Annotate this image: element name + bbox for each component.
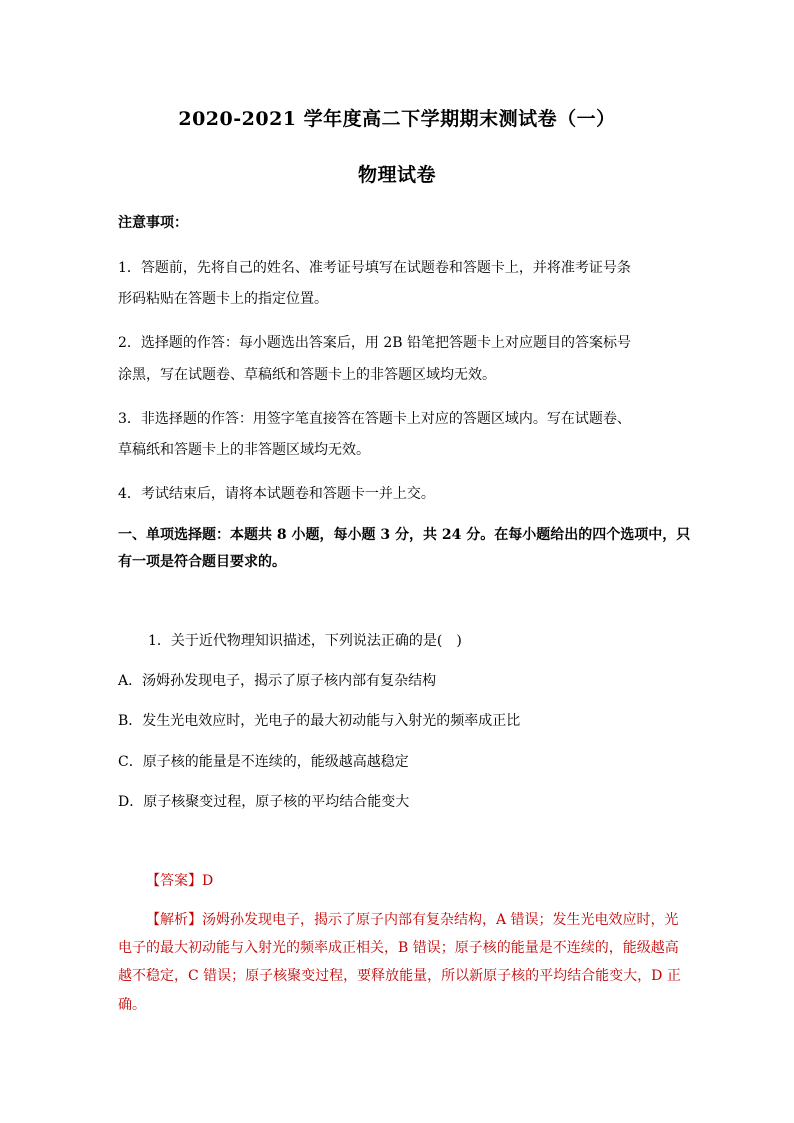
section-heading-line-2: 有一项是符合题目要求的。 xyxy=(118,554,286,570)
section-heading-line-1: 一、单项选择题：本题共 8 小题，每小题 3 分，共 24 分。在每小题给出的四个选项中，只 xyxy=(118,527,691,543)
analysis-line-1: 【解析】汤姆孙发现电子，揭示了原子内部有复杂结构，A 错误；发生光电效应时，光 xyxy=(146,912,679,928)
exam-subtitle: 物理试卷 xyxy=(357,164,436,186)
analysis-line-3: 越不稳定，C 错误；原子核聚变过程，要释放能量，所以新原子核的平均结合能变大，D 正 xyxy=(118,968,681,984)
option-a: A．汤姆孙发现电子，揭示了原子核内部有复杂结构 xyxy=(118,673,437,689)
notice-item-3-line-2: 草稿纸和答题卡上的非答题区域均无效。 xyxy=(118,442,370,458)
notice-item-3-line-1: 3．非选择题的作答：用签字笔直接答在答题卡上对应的答题区域内。写在试题卷、 xyxy=(118,411,631,427)
analysis-line-4: 确。 xyxy=(118,997,146,1013)
notice-item-2-line-2: 涂黑，写在试题卷、草稿纸和答题卡上的非答题区域均无效。 xyxy=(118,367,496,383)
question-stem: 1．关于近代物理知识描述，下列说法正确的是( ) xyxy=(148,633,462,649)
exam-title: 2020-2021 学年度高二下学期期末测试卷（一） xyxy=(178,108,616,130)
notice-heading: 注意事项： xyxy=(118,215,188,231)
notice-item-1-line-1: 1．答题前，先将自己的姓名、准考证号填写在试题卷和答题卡上，并将准考证号条 xyxy=(118,260,631,276)
option-d: D．原子核聚变过程，原子核的平均结合能变大 xyxy=(118,794,410,810)
notice-item-4: 4．考试结束后，请将本试题卷和答题卡一并上交。 xyxy=(118,486,435,502)
option-b: B．发生光电效应时，光电子的最大初动能与入射光的频率成正比 xyxy=(118,713,521,729)
analysis-line-2: 电子的最大初动能与入射光的频率成正相关，B 错误；原子核的能量是不连续的，能级越高 xyxy=(118,940,679,956)
notice-item-1-line-2: 形码粘贴在答题卡上的指定位置。 xyxy=(118,291,328,307)
option-c: C．原子核的能量是不连续的，能级越高越稳定 xyxy=(118,754,409,770)
notice-item-2-line-1: 2．选择题的作答：每小题选出答案后，用 2B 铅笔把答题卡上对应题目的答案标号 xyxy=(118,335,632,351)
answer-label: 【答案】D xyxy=(146,873,214,889)
